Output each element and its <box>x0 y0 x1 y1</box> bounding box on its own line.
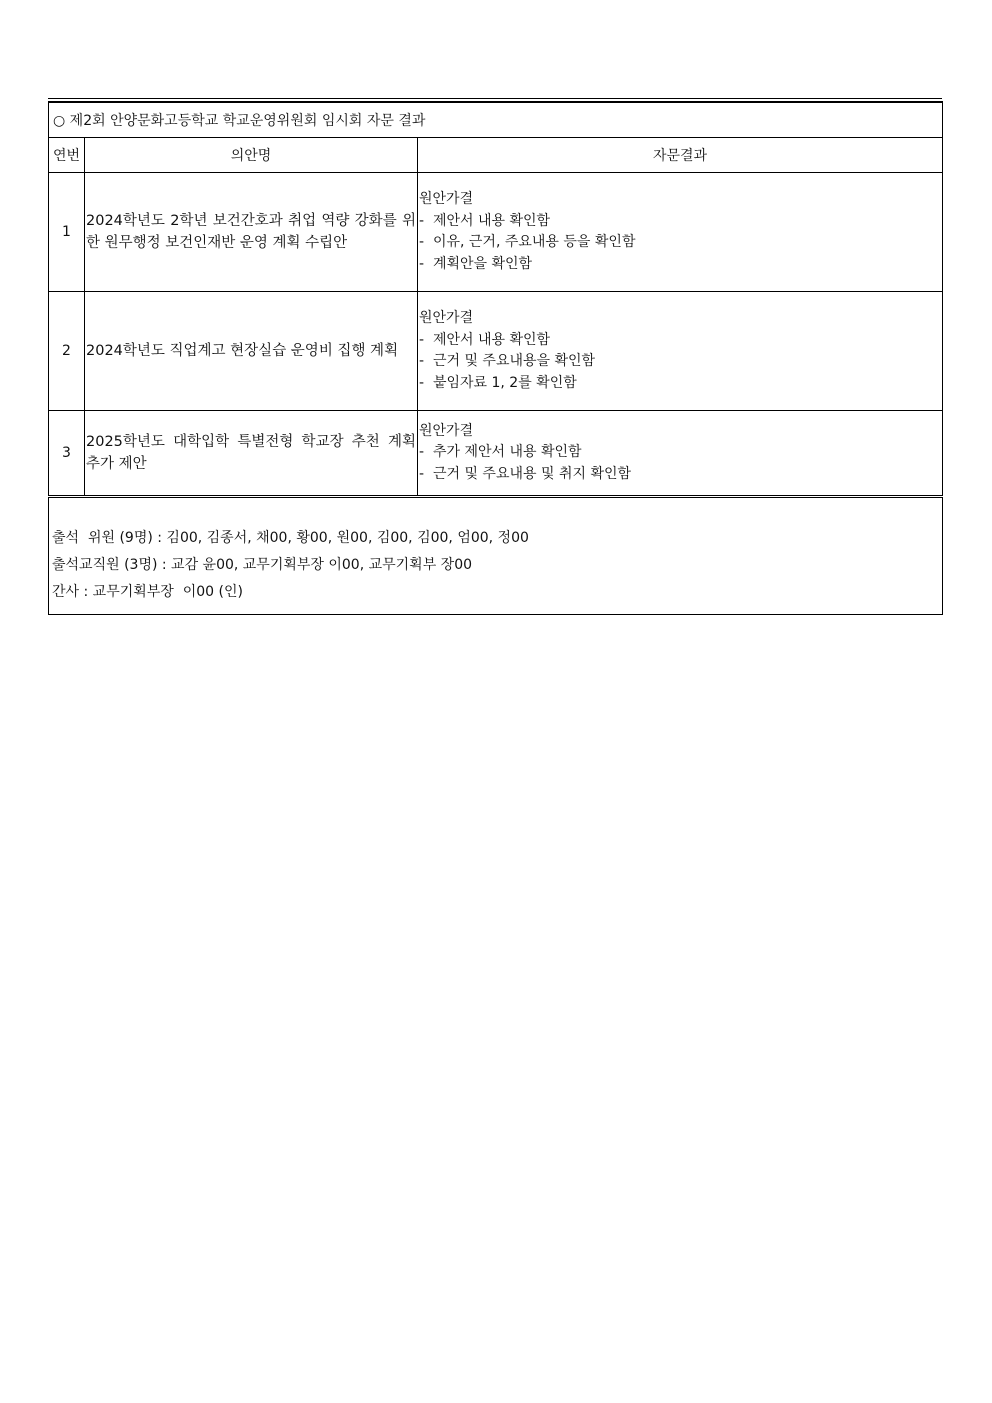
row-num: 2 <box>49 292 85 411</box>
result-line: - 계획안을 확인함 <box>419 255 533 272</box>
header-agenda: 의안명 <box>85 138 418 173</box>
result-line: - 제안서 내용 확인함 <box>419 212 551 229</box>
attendees-line: 출석 위원 (9명) : 김00, 김종서, 채00, 황00, 원00, 김00, 김00, 엄00, 정00 <box>52 530 529 546</box>
table-title: ○ 제2회 안양문화고등학교 학교운영위원회 임시회 자문 결과 <box>49 102 943 138</box>
result-line: - 이유, 근거, 주요내용 등을 확인함 <box>419 234 636 250</box>
result-line: - 붙임자료 1, 2를 확인함 <box>419 374 577 391</box>
staff-line: 출석교직원 (3명) : 교감 윤00, 교무기획부장 이00, 교무기획부 장00 <box>52 557 473 573</box>
header-num: 연번 <box>49 138 85 173</box>
result-line: - 근거 및 주요내용 및 취지 확인함 <box>419 465 632 482</box>
top-rule <box>48 98 942 99</box>
row-result <box>418 411 943 497</box>
table-row <box>49 411 943 497</box>
header-result: 자문결과 <box>418 138 943 173</box>
table-row <box>49 173 943 292</box>
secretary-line: 간사 : 교무기획부장 이00 (인) <box>52 584 243 600</box>
row-result <box>418 173 943 292</box>
table-row <box>49 292 943 411</box>
header-row <box>49 138 943 173</box>
row-num: 1 <box>49 173 85 292</box>
result-line: - 근거 및 주요내용을 확인함 <box>419 353 596 369</box>
row-num: 3 <box>49 411 85 497</box>
advisory-results-table <box>48 101 943 615</box>
result-line: - 제안서 내용 확인함 <box>419 331 551 348</box>
row-agenda: 2024학년도 직업계고 현장실습 운영비 집행 계획 <box>85 292 418 411</box>
result-line: - 추가 제안서 내용 확인함 <box>419 444 582 461</box>
footer-cell <box>49 497 943 615</box>
footer-row <box>49 497 943 615</box>
row-agenda: 2025학년도 대학입학 특별전형 학교장 추천 계획 추가 제안 <box>85 411 418 497</box>
row-result <box>418 292 943 411</box>
result-line: 원안가결 <box>419 422 474 439</box>
row-agenda: 2024학년도 2학년 보건간호과 취업 역량 강화를 위한 원무행정 보건인재반 운영 계획 수립안 <box>85 173 418 292</box>
result-line: 원안가결 <box>419 191 474 207</box>
result-line: 원안가결 <box>419 310 474 326</box>
